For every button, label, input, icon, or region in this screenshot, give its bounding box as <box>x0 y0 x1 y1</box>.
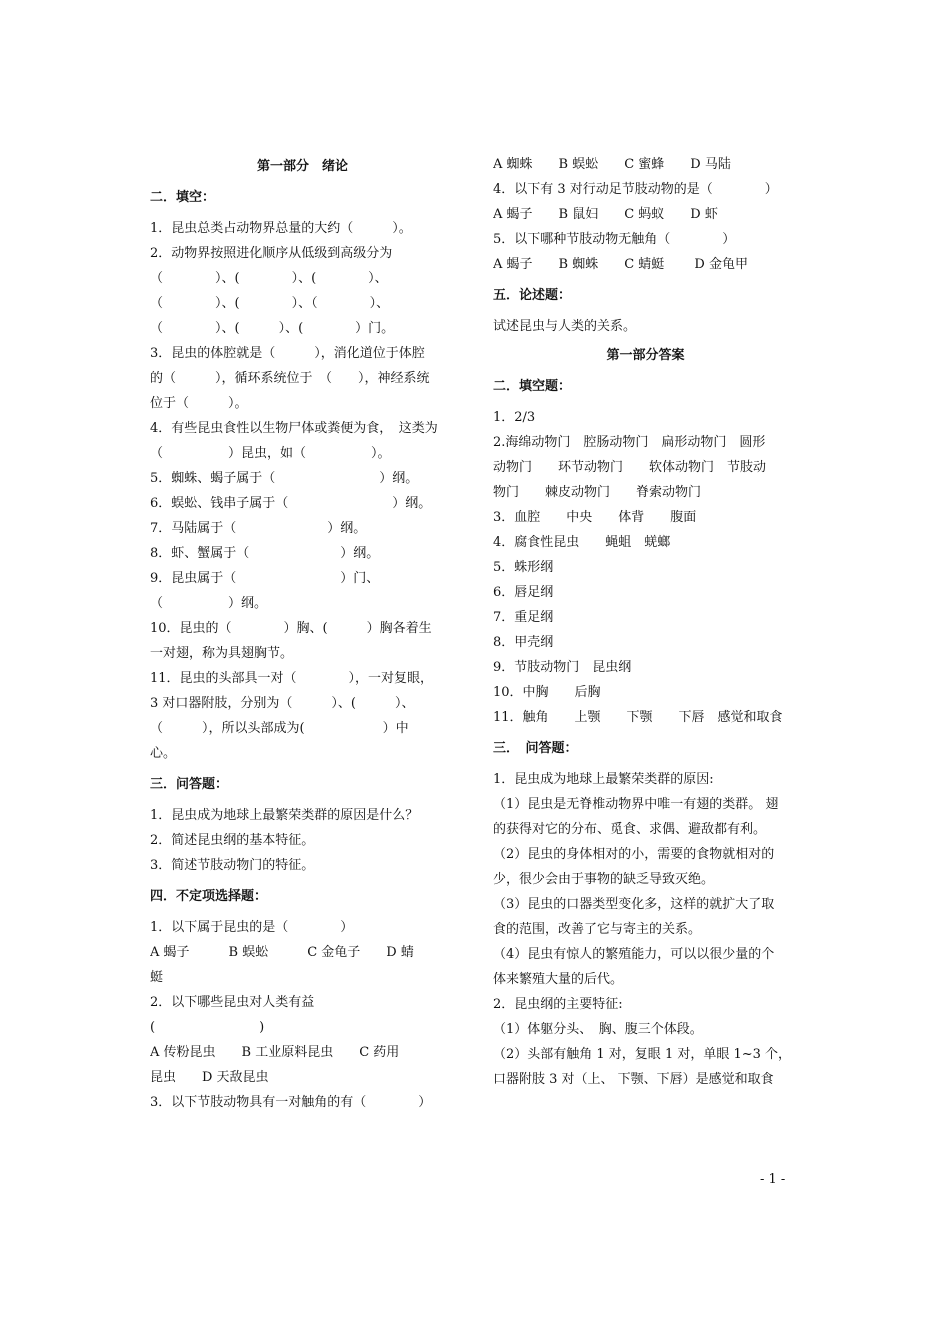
choice-question-line: A 蜘蛛 B 蜈蚣 C 蜜蜂 D 马陆 <box>493 157 731 172</box>
answer-line: （1）体躯分头、 胸、腹三个体段。 <box>493 1022 703 1037</box>
essay-question-line: 试述昆虫与人类的关系。 <box>493 319 637 334</box>
choice-heading: 四．不定项选择题： <box>150 889 268 904</box>
fill-heading: 二．填空： <box>150 190 216 205</box>
fill-question-line: 位于（ ）。 <box>150 396 248 411</box>
fill-questions <box>150 216 455 766</box>
fill-question-line: （ ）、( ）、（ ）、 <box>150 296 390 311</box>
answer-line: 2.海绵动物门 腔肠动物门 扁形动物门 圆形 <box>493 435 766 450</box>
qa-question-line: 1．昆虫成为地球上最繁荣类群的原因是什么？ <box>150 808 419 823</box>
fill-question-line: （ ）昆虫，如（ ）。 <box>150 446 391 461</box>
answer-line: 4．腐食性昆虫 蝇蛆 蜣螂 <box>493 535 671 550</box>
answer-line: 1．昆虫成为地球上最繁荣类群的原因: <box>493 772 714 787</box>
choice-question-line: 1．以下属于昆虫的是（ ） <box>150 920 354 935</box>
answer-line: 8．甲壳纲 <box>493 635 554 650</box>
section-title: 第一部分 绪论 <box>256 159 348 174</box>
fill-question-line: 7．马陆属于（ ）纲。 <box>150 521 367 536</box>
answer-line: 6．唇足纲 <box>493 585 554 600</box>
answer-line: 的获得对它的分布、觅食、求偶、避敌都有利。 <box>493 822 767 837</box>
choice-question-line: ( ) <box>150 1020 265 1035</box>
choice-question-line: 昆虫 D 天敌昆虫 <box>150 1070 269 1085</box>
fill-question-line: 5．蜘蛛、蝎子属于（ ）纲。 <box>150 471 419 486</box>
qa-questions <box>150 803 455 878</box>
fill-question-line: 心。 <box>150 746 177 761</box>
fill-question-line: （ ）纲。 <box>150 596 268 611</box>
fill-question-line: （ ），所以头部成为( ）中 <box>150 721 409 736</box>
answer-line: 口器附肢 3 对（上、 下颚、下唇）是感觉和取食 <box>493 1072 774 1087</box>
choice-question-line: 蜓 <box>150 970 164 985</box>
fill-question-line: 一对翅，称为具翅胸节。 <box>150 646 294 661</box>
choice-question-line: 3．以下节肢动物具有一对触角的有（ ） <box>150 1095 432 1110</box>
qa-question-line: 2．简述昆虫纲的基本特征。 <box>150 833 315 848</box>
answer-line: 11．触角 上颚 下颚 下唇 感觉和取食 <box>493 710 783 725</box>
essay-heading: 五．论述题： <box>493 288 572 303</box>
fill-question-line: 8．虾、蟹属于（ ）纲。 <box>150 546 380 561</box>
answer-line: 体来繁殖大量的后代。 <box>493 972 624 987</box>
qa-heading: 三．问答题： <box>150 777 229 792</box>
left-column <box>150 150 455 1115</box>
page-number: - 1 - <box>760 1172 786 1187</box>
essay-questions <box>493 314 798 339</box>
choice-question-line: A 传粉昆虫 B 工业原料昆虫 C 药用 <box>150 1045 400 1060</box>
answer-line: 10．中胸 后胸 <box>493 685 601 700</box>
fill-question-line: 1．昆虫总类占动物界总量的大约（ ）。 <box>150 221 412 236</box>
answer-line: （3）昆虫的口器类型变化多，这样的就扩大了取 <box>493 897 775 912</box>
answer-line: 9．节肢动物门 昆虫纲 <box>493 660 632 675</box>
answer-line: （4）昆虫有惊人的繁殖能力，可以以很少量的个 <box>493 947 775 962</box>
fill-question-line: 3 对口器附肢，分别为（ ）、( ）、 <box>150 696 415 711</box>
answer-line: 1．2/3 <box>493 410 536 425</box>
qa-question-line: 3．简述节肢动物门的特征。 <box>150 858 315 873</box>
fill-question-line: 3．昆虫的体腔就是（ ），消化道位于体腔 <box>150 346 425 361</box>
fill-question-line: （ ）、( ）、( ）门。 <box>150 321 395 336</box>
answer-qa-heading: 三． 问答题： <box>493 741 578 756</box>
answer-qa-list <box>493 767 798 1092</box>
answer-line: 7．重足纲 <box>493 610 554 625</box>
answer-fill-heading: 二．填空题： <box>493 379 572 394</box>
answer-title: 第一部分答案 <box>606 348 685 363</box>
choice-question-line: A 蝎子 B 蜘蛛 C 蜻蜓 D 金龟甲 <box>493 257 748 272</box>
answer-line: 动物门 环节动物门 软体动物门 节肢动 <box>493 460 767 475</box>
answer-fill-list <box>493 405 798 730</box>
choice-question-line: 2．以下哪些昆虫对人类有益 <box>150 995 315 1010</box>
choice-question-line: A 蝎子 B 鼠妇 C 蚂蚁 D 虾 <box>493 207 718 222</box>
choice-question-line: 5．以下哪种节肢动物无触角（ ） <box>493 232 736 247</box>
choice-continued <box>493 152 798 277</box>
fill-question-line: 9．昆虫属于（ ）门、 <box>150 571 380 586</box>
fill-question-line: 11．昆虫的头部具一对（ ），一对复眼， <box>150 671 434 686</box>
choice-questions <box>150 915 455 1115</box>
answer-line: （2）昆虫的身体相对的小，需要的食物就相对的 <box>493 847 775 862</box>
fill-question-line: 10．昆虫的（ ）胸、( ）胸各着生 <box>150 621 432 636</box>
fill-question-line: 2．动物界按照进化顺序从低级到高级分为 <box>150 246 393 261</box>
answer-line: 少，很少会由于事物的缺乏导致灭绝。 <box>493 872 715 887</box>
answer-line: （2）头部有触角 1 对，复眼 1 对，单眼 1~3 个， <box>493 1047 792 1062</box>
answer-line: 食的范围，改善了它与寄主的关系。 <box>493 922 702 937</box>
fill-question-line: 的（ ），循环系统位于 （ ），神经系统 <box>150 371 430 386</box>
answer-line: 物门 棘皮动物门 脊索动物门 <box>493 485 702 500</box>
answer-line: 3．血腔 中央 体背 腹面 <box>493 510 697 525</box>
choice-question-line: 4．以下有 3 对行动足节肢动物的是（ ） <box>493 182 778 197</box>
answer-line: 5．蛛形纲 <box>493 560 554 575</box>
answer-line: （1）昆虫是无脊椎动物界中唯一有翅的类群。 翅 <box>493 797 779 812</box>
fill-question-line: 6．蜈蚣、钱串子属于（ ）纲。 <box>150 496 432 511</box>
choice-question-line: A 蝎子 B 蜈蚣 C 金龟子 D 蜻 <box>150 945 414 960</box>
fill-question-line: （ ）、( ）、( ）、 <box>150 271 388 286</box>
fill-question-line: 4．有些昆虫食性以生物尸体或粪便为食， 这类为 <box>150 421 438 436</box>
right-column <box>493 152 798 1092</box>
answer-line: 2．昆虫纲的主要特征: <box>493 997 623 1012</box>
